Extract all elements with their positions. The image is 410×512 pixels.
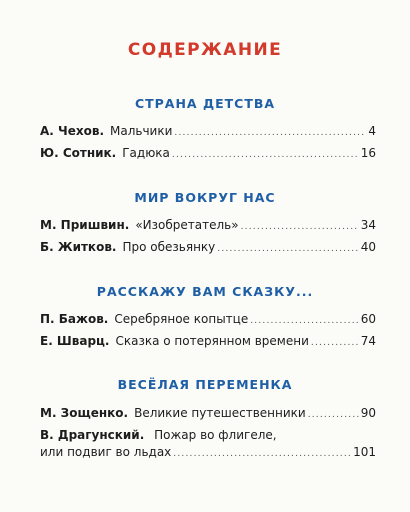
entry-author: Ю. Сотник. <box>40 146 117 160</box>
entry-title: Серебряное копытце <box>114 312 249 326</box>
entry-title: «Изобретатель» <box>135 218 239 232</box>
entry-page: 16 <box>360 146 376 160</box>
section-heading-fairytale: РАССКАЖУ ВАМ СКАЗКУ... <box>96 284 314 299</box>
entry-author: В. Драгунский. <box>40 428 145 442</box>
toc-entry[interactable] <box>40 144 376 164</box>
dot-leader <box>311 334 359 352</box>
entry-page: 40 <box>360 240 376 254</box>
entry-page: 101 <box>353 445 376 459</box>
bleed-through-text <box>0 14 410 25</box>
entry-author: Б. Житков. <box>40 240 117 254</box>
entry-title: Про обезьянку <box>122 240 216 254</box>
entry-title: Гадюка <box>122 146 170 160</box>
entry-author: Е. Шварц. <box>40 334 110 348</box>
entry-author: А. Чехов. <box>40 124 104 138</box>
entry-title: Великие путешественники <box>134 406 306 420</box>
entry-page: 34 <box>360 218 376 232</box>
dot-leader <box>241 218 359 236</box>
entry-page: 4 <box>368 124 376 138</box>
dot-leader <box>217 240 358 258</box>
dot-leader <box>173 445 351 463</box>
toc-entry[interactable] <box>40 310 376 330</box>
toc-entry[interactable] <box>40 216 376 236</box>
entry-title: Пожар во флигеле, <box>154 428 277 442</box>
toc-entry[interactable] <box>40 332 376 352</box>
entry-author: П. Бажов. <box>40 312 109 326</box>
dot-leader <box>250 312 359 330</box>
toc-entry-continuation[interactable] <box>40 443 376 463</box>
dot-leader <box>308 406 359 424</box>
dot-leader <box>172 146 359 164</box>
toc-entry-multiline[interactable] <box>40 426 376 444</box>
entry-author: М. Пришвин. <box>40 218 130 232</box>
toc-entry[interactable] <box>40 404 376 424</box>
section-heading-childhood: СТРАНА ДЕТСТВА <box>134 96 276 111</box>
entry-title-line2: или подвиг во льдах <box>40 445 172 459</box>
toc-entry[interactable] <box>40 122 376 142</box>
entry-page: 74 <box>360 334 376 348</box>
section-heading-recess: ВЕСЁЛАЯ ПЕРЕМЕНКА <box>117 377 293 392</box>
toc-entry[interactable] <box>40 238 376 258</box>
entry-page: 60 <box>360 312 376 326</box>
section-heading-world: МИР ВОКРУГ НАС <box>134 190 276 205</box>
entry-title: Мальчики <box>110 124 173 138</box>
entry-page: 90 <box>360 406 376 420</box>
entry-title: Сказка о потерянном времени <box>115 334 309 348</box>
entry-author: М. Зощенко. <box>40 406 129 420</box>
dot-leader <box>174 124 366 142</box>
page-title: СОДЕРЖАНИЕ <box>127 40 283 60</box>
